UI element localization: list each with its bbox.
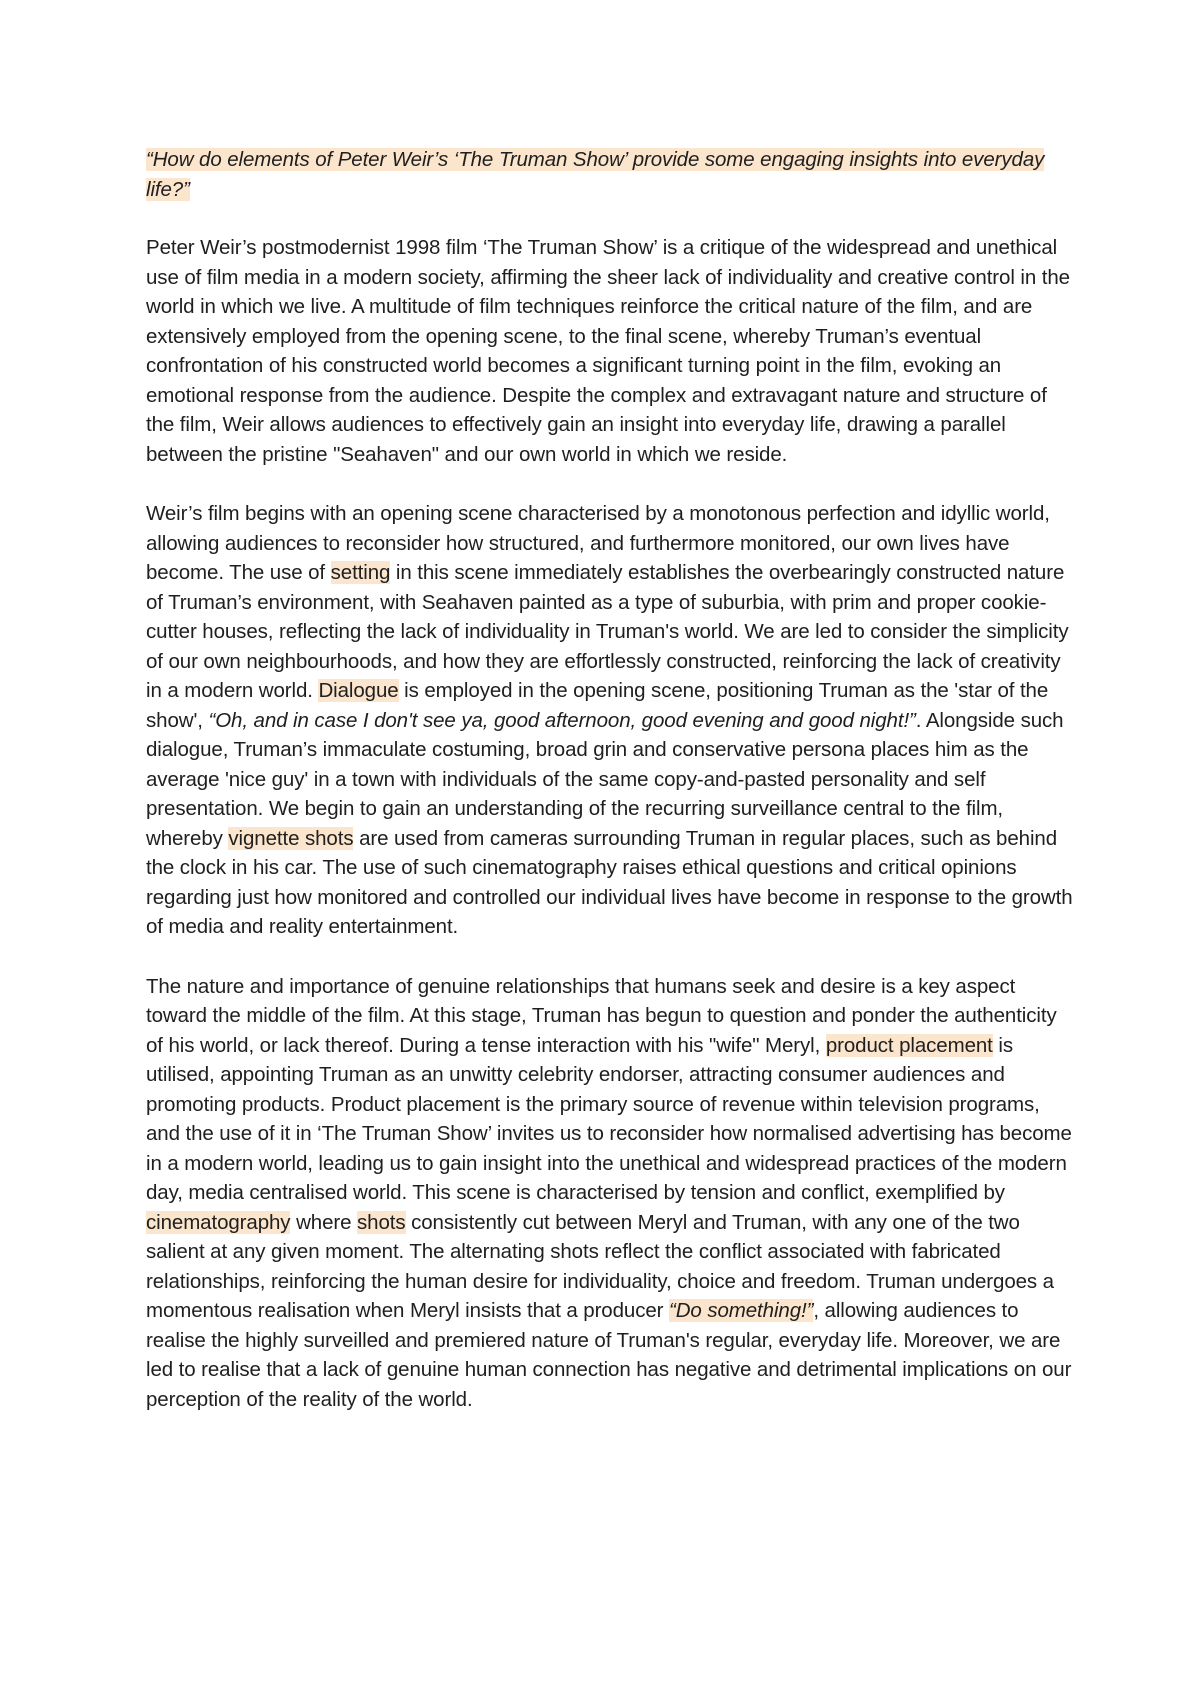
highlighted-term: product placement [825, 1033, 993, 1057]
text-run: The nature and importance of genuine relationships that humans seek and desire is a key aspect toward the middle of the film. At this stage, Truman has begun to question and ponder the authenticity of his world, or lack thereof. During a tense interaction with his "wife" Meryl, [146, 974, 1057, 1057]
text-run: is utilised, appointing Truman as an unwitty celebrity endorser, attracting consumer audiences and promoting products. Product placement is the primary source of revenue within television programs, and the use of it in ‘The Truman Show’ invites us to reconsider how normalised advertising has become in a modern world, leading us to gain insight into the unethical and widespread practices of the modern day, media centralised world. This scene is characterised by tension and conflict, exemplified by [146, 1033, 1072, 1204]
text-run: Peter Weir’s postmodernist 1998 film ‘The Truman Show’ is a critique of the widespread and unethical use of film media in a modern society, affirming the sheer lack of individuality and creative control in the world in which we live. A multitude of film techniques reinforce the critical nature of the film, and are extensively employed from the opening scene, to the final scene, whereby Truman’s eventual confrontation of his constructed world becomes a significant turning point in the film, evoking an emotional response from the audience. Despite the complex and extravagant nature and structure of the film, Weir allows audiences to effectively gain an insight into everyday life, drawing a parallel between the pristine "Seahaven" and our own world in which we reside. [146, 236, 1070, 466]
text-run: Weir’s film begins with an opening scene characterised by a monotonous perfection and idyllic world, allowing audiences to reconsider how structured, and furthermore monitored, our own lives have become. The use of [146, 502, 1050, 584]
text-run: , allowing audiences to realise the highly surveilled and premiered nature of Truman's regular, everyday life. Moreover, we are led to realise that a lack of genuine human connection has negative and detrimental implications on our perception of the reality of the world. [146, 1299, 1072, 1411]
highlighted-term: setting [330, 561, 391, 584]
essay-paragraph-1 [146, 233, 1076, 469]
text-run: is employed in the opening scene, positioning Truman as the 'star of the show', [146, 679, 1049, 732]
text-run: . Alongside such dialogue, Truman’s immaculate costuming, broad grin and conservative persona places him as the average 'nice guy' in a town with individuals of the same copy-and-pasted personality and self presentation. We begin to gain an understanding of the recurring surveillance central to the film, whereby [146, 708, 1064, 850]
essay-question-text: “How do elements of Peter Weir’s ‘The Truman Show’ provide some engaging insights into everyday life?” [146, 148, 1045, 201]
text-run: are used from cameras surrounding Truman in regular places, such as behind the clock in his car. The use of such cinematography raises ethical questions and critical opinions regarding just how monitored and controlled our individual lives have become in response to the growth of media and reality entertainment. [146, 826, 1073, 938]
text-run: consistently cut between Meryl and Truman, with any one of the two salient at any given moment. The alternating shots reflect the conflict associated with fabricated relationships, reinforcing the human desire for individuality, choice and freedom. Truman undergoes a momentous realisation when Meryl insists that a producer [146, 1210, 1054, 1322]
essay-paragraph-2 [146, 499, 1076, 942]
highlighted-quote: “Do something!” [669, 1299, 814, 1322]
text-run: in this scene immediately establishes the overbearingly constructed nature of Truman’s environment, with Seahaven painted as a type of suburbia, with prim and proper cookie-cutter houses, reflecting the lack of individuality in Truman's world. We are led to consider the simplicity of our own neighbourhoods, and how they are effortlessly constructed, reinforcing the lack of creativity in a modern world. [146, 561, 1069, 702]
quoted-dialogue: “Oh, and in case I don't see ya, good afternoon, good evening and good night!” [208, 708, 916, 732]
highlighted-term: shots [357, 1210, 406, 1234]
essay-body [146, 233, 1076, 1414]
highlighted-term: cinematography [146, 1210, 291, 1234]
highlighted-term: Dialogue [318, 679, 399, 702]
highlighted-term: vignette shots [228, 826, 354, 850]
document-page [146, 145, 1076, 1444]
essay-paragraph-3 [146, 972, 1076, 1415]
text-run: where [290, 1210, 357, 1234]
essay-question [146, 145, 1076, 204]
